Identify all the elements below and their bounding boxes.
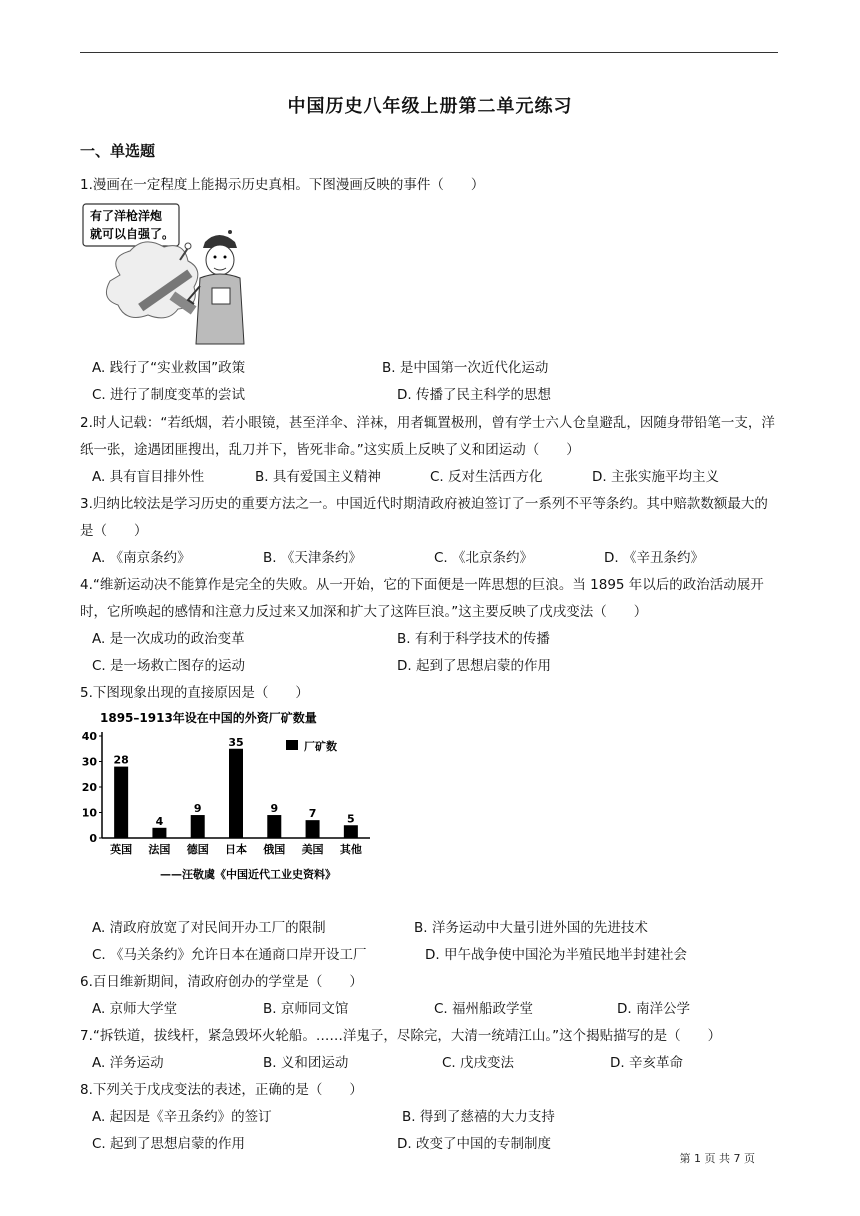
question-4-options-2 (92, 653, 782, 680)
question-1-options-2 (92, 382, 782, 409)
option-d[interactable]: D. 主张实施平均主义 (592, 469, 719, 485)
question-2-stem: 2.时人记载：“若纸烟，若小眼镜，甚至洋伞、洋袜，用者辄置极刑，曾有学士六人仓皇避乱，因随身带铅笔一支，洋纸一张，途遇团匪搜出，乱刀并下，皆死非命。”这实质上反映了义和团运动（ ） (80, 415, 775, 458)
option-c[interactable]: C. 戊戌变法 (442, 1055, 515, 1071)
bar (152, 828, 166, 838)
question-8-stem: 8.下列关于戊戌变法的表述，正确的是（ ） (80, 1082, 363, 1098)
option-b[interactable]: B. 洋务运动中大量引进外国的先进技术 (414, 920, 648, 936)
option-d[interactable]: D. 辛亥革命 (610, 1055, 683, 1071)
option-b[interactable]: B. 京师同文馆 (263, 1001, 349, 1017)
x-tick-label: 法国 (148, 843, 171, 856)
chart-title: 1895–1913年设在中国的外资厂矿数量 (100, 711, 317, 725)
question-6-stem: 6.百日维新期间，清政府创办的学堂是（ ） (80, 974, 363, 990)
option-b[interactable]: B. 《天津条约》 (263, 550, 362, 566)
x-tick-label: 俄国 (263, 843, 286, 856)
option-d[interactable]: D. 起到了思想启蒙的作用 (397, 658, 551, 674)
bar-value-label: 5 (347, 812, 355, 826)
bar (344, 825, 358, 838)
question-8-options-2 (92, 1131, 782, 1158)
legend-swatch (286, 740, 298, 750)
bar-value-label: 9 (270, 802, 279, 816)
section-heading: 一、单选题 (80, 142, 156, 160)
y-tick-label: 10 (81, 806, 97, 820)
y-tick-label: 0 (89, 832, 97, 845)
question-4-options (92, 626, 782, 653)
chart-source: ——汪敬虞《中国近代工业史资料》 (160, 868, 336, 881)
option-d[interactable]: D. 南洋公学 (617, 1001, 690, 1017)
question-8-options (92, 1104, 782, 1131)
bar-value-label: 28 (113, 753, 129, 767)
option-a[interactable]: A. 清政府放宽了对民间开办工厂的限制 (92, 920, 326, 936)
question-3-options (92, 545, 782, 572)
x-tick-label: 日本 (225, 843, 247, 856)
x-tick-label: 其他 (339, 843, 362, 856)
option-a[interactable]: A. 洋务运动 (92, 1055, 164, 1071)
x-tick-label: 英国 (110, 843, 133, 856)
option-b[interactable]: B. 义和团运动 (263, 1055, 349, 1071)
comic-speech-line-2: 就可以自强了。 (90, 227, 175, 241)
option-c[interactable]: C. 进行了制度变革的尝试 (92, 387, 246, 403)
bar-chart (80, 708, 380, 888)
question-2-options (92, 464, 782, 491)
option-d[interactable]: D. 《辛丑条约》 (604, 550, 704, 566)
option-a[interactable]: A. 京师大学堂 (92, 1001, 178, 1017)
question-3-stem: 3.归纳比较法是学习历史的重要方法之一。中国近代时期清政府被迫签订了一系列不平等条约。其中赔款数额最大的是（ ） (80, 496, 768, 539)
y-tick-label: 20 (81, 781, 97, 794)
comic-speech-line-1: 有了洋枪洋炮 (90, 209, 163, 223)
option-d[interactable]: D. 传播了民主科学的思想 (397, 387, 551, 403)
page-footer: 第 1 页 共 7 页 (679, 1152, 755, 1165)
bar-value-label: 4 (155, 814, 164, 828)
option-c[interactable]: C. 《马关条约》允许日本在通商口岸开设工厂 (92, 947, 367, 963)
comic-illustration (80, 200, 250, 350)
x-tick-label: 美国 (301, 843, 324, 856)
question-1-options (92, 355, 782, 382)
option-b[interactable]: B. 有利于科学技术的传播 (397, 631, 550, 647)
question-7-options (92, 1050, 782, 1077)
option-b[interactable]: B. 具有爱国主义精神 (255, 469, 381, 485)
option-c[interactable]: C. 福州船政学堂 (434, 1001, 534, 1017)
option-c[interactable]: C. 《北京条约》 (434, 550, 534, 566)
bar (267, 815, 281, 838)
option-a[interactable]: A. 具有盲目排外性 (92, 469, 205, 485)
bar (306, 820, 320, 838)
y-tick-label: 40 (81, 730, 97, 743)
question-7-stem: 7.“拆铁道，拔线杆，紧急毁坏火轮船。……洋鬼子，尽除完，大清一统靖江山。”这个揭贴描写的是（ ） (80, 1028, 722, 1044)
bar-value-label: 35 (228, 735, 244, 749)
option-c[interactable]: C. 起到了思想启蒙的作用 (92, 1136, 246, 1152)
bar (229, 749, 243, 838)
option-c[interactable]: C. 反对生活西方化 (430, 469, 543, 485)
bar-value-label: 9 (193, 802, 202, 816)
question-5-stem: 5.下图现象出现的直接原因是（ ） (80, 685, 309, 701)
option-c[interactable]: C. 是一场救亡图存的运动 (92, 658, 246, 674)
option-b[interactable]: B. 是中国第一次近代化运动 (382, 360, 549, 376)
option-a[interactable]: A. 《南京条约》 (92, 550, 191, 566)
header-rule (80, 52, 778, 53)
question-1-stem: 1.漫画在一定程度上能揭示历史真相。下图漫画反映的事件（ ） (80, 177, 485, 193)
x-tick-label: 德国 (186, 843, 209, 856)
question-5-options (92, 915, 782, 942)
legend-label: 厂矿数 (304, 740, 337, 753)
bar (114, 767, 128, 838)
page-title: 中国历史八年级上册第二单元练习 (287, 96, 573, 117)
y-tick-label: 30 (81, 755, 97, 769)
option-a[interactable]: A. 是一次成功的政治变革 (92, 631, 245, 647)
option-a[interactable]: A. 践行了“实业救国”政策 (92, 360, 246, 376)
option-a[interactable]: A. 起因是《辛丑条约》的签订 (92, 1109, 272, 1125)
bar-value-label: 7 (308, 807, 317, 821)
question-5-options-2 (92, 942, 782, 969)
question-4-stem: 4.“维新运动决不能算作是完全的失败。从一开始，它的下面便是一阵思想的巨浪。当 1895 年以后的政治活动展开时，它所唤起的感情和注意力反过来又加深和扩大了这阵巨浪。”这主要反映了戊戌变法（ ） (80, 577, 764, 620)
option-b[interactable]: B. 得到了慈禧的大力支持 (402, 1109, 555, 1125)
bar (191, 815, 205, 838)
option-d[interactable]: D. 改变了中国的专制制度 (397, 1136, 551, 1152)
option-d[interactable]: D. 甲午战争使中国沦为半殖民地半封建社会 (425, 947, 687, 963)
question-6-options (92, 996, 782, 1023)
